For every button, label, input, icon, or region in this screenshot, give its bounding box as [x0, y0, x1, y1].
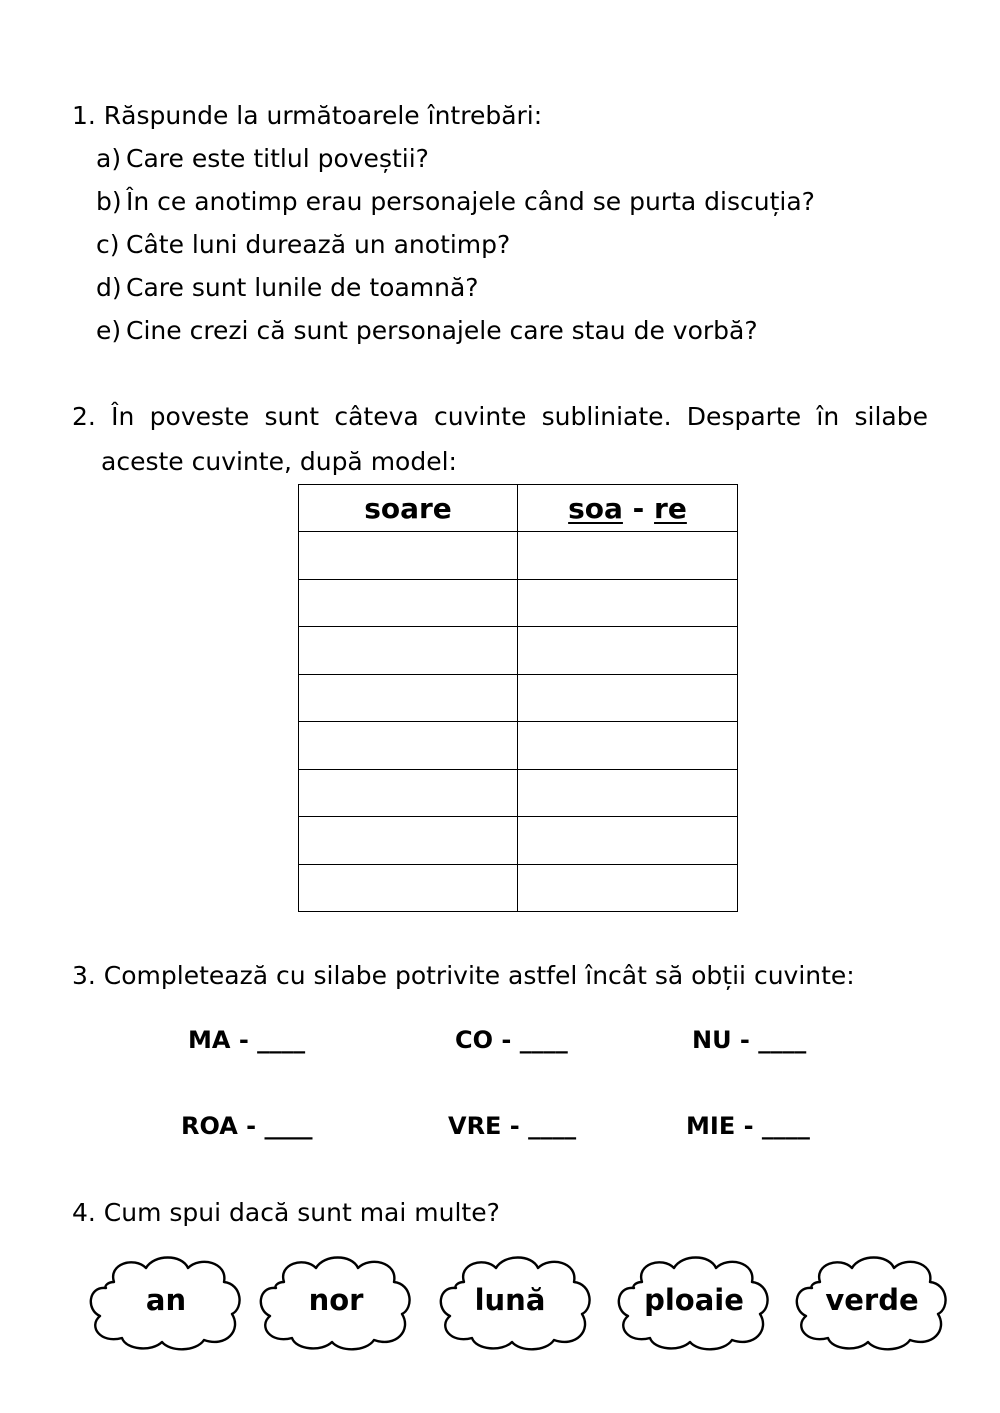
- question-text: În ce anotimp erau personajele când se purta discuția?: [126, 187, 815, 216]
- question-text: Care sunt lunile de toamnă?: [126, 273, 479, 302]
- cloud-luna: [436, 1252, 596, 1352]
- cloud-ploaie: [614, 1252, 774, 1352]
- table-row: [299, 627, 738, 674]
- question-label: c): [96, 230, 120, 259]
- cloud-nor: [256, 1252, 416, 1352]
- syllable-blank-roa[interactable]: ROA - ____: [181, 1112, 313, 1140]
- syllable-blank-vre[interactable]: VRE - ____: [448, 1112, 577, 1140]
- model-syllable-2: re: [654, 491, 687, 525]
- question-label: e): [96, 316, 122, 345]
- model-syllables-cell: [518, 485, 738, 532]
- word-input-cell[interactable]: [299, 532, 518, 579]
- table-row: [299, 769, 738, 816]
- word-input-cell[interactable]: [299, 722, 518, 769]
- table-row: [299, 674, 738, 721]
- table-row: [299, 864, 738, 912]
- question-b: [96, 187, 815, 217]
- cloud-word: ploaie: [644, 1283, 744, 1317]
- syllables-input-cell[interactable]: [518, 674, 738, 721]
- question-text: Care este titlul poveștii?: [126, 144, 429, 173]
- model-syllable-1: soa: [568, 491, 623, 525]
- exercise-1-title: 1. Răspunde la următoarele întrebări:: [72, 101, 543, 130]
- syllables-input-cell[interactable]: [518, 627, 738, 674]
- exercise-3-title: 3. Completează cu silabe potrivite astfel încât să obții cuvinte:: [72, 961, 855, 990]
- model-separator: -: [622, 491, 655, 525]
- question-d: [96, 273, 479, 303]
- word-input-cell[interactable]: [299, 579, 518, 626]
- table-row: [299, 579, 738, 626]
- table-row: [299, 722, 738, 769]
- syllable-table: [298, 484, 738, 912]
- cloud-word: verde: [825, 1283, 919, 1317]
- cloud-an: [86, 1252, 246, 1352]
- syllables-input-cell[interactable]: [518, 817, 738, 864]
- question-label: d): [96, 273, 122, 302]
- table-row: [299, 817, 738, 864]
- question-e: [96, 316, 758, 346]
- syllable-blank-co[interactable]: CO - ____: [455, 1026, 568, 1054]
- model-word-cell: [299, 485, 518, 532]
- question-text: Câte luni durează un anotimp?: [126, 230, 511, 259]
- exercise-4-title: 4. Cum spui dacă sunt mai multe?: [72, 1198, 500, 1227]
- cloud-word: an: [145, 1283, 187, 1317]
- syllables-input-cell[interactable]: [518, 769, 738, 816]
- table-header-row: [299, 485, 738, 532]
- exercise-2-line-2: aceste cuvinte, după model:: [101, 447, 457, 476]
- word-input-cell[interactable]: [299, 864, 518, 912]
- question-text: Cine crezi că sunt personajele care stau de vorbă?: [126, 316, 758, 345]
- question-label: b): [96, 187, 122, 216]
- word-input-cell[interactable]: [299, 769, 518, 816]
- cloud-word: lună: [474, 1283, 546, 1317]
- syllables-input-cell[interactable]: [518, 532, 738, 579]
- table-row: [299, 532, 738, 579]
- question-a: [96, 144, 429, 174]
- syllables-input-cell[interactable]: [518, 864, 738, 912]
- syllables-input-cell[interactable]: [518, 579, 738, 626]
- syllable-blank-nu[interactable]: NU - ____: [692, 1026, 807, 1054]
- word-input-cell[interactable]: [299, 627, 518, 674]
- model-word: soare: [364, 491, 452, 525]
- syllables-input-cell[interactable]: [518, 722, 738, 769]
- cloud-verde: [792, 1252, 952, 1352]
- question-label: a): [96, 144, 122, 173]
- cloud-word: nor: [308, 1283, 364, 1317]
- exercise-2-line-1: 2. În poveste sunt câteva cuvinte subliniate. Desparte în silabe: [72, 402, 928, 431]
- word-input-cell[interactable]: [299, 817, 518, 864]
- syllable-blank-ma[interactable]: MA - ____: [188, 1026, 306, 1054]
- word-input-cell[interactable]: [299, 674, 518, 721]
- question-c: [96, 230, 510, 260]
- syllable-blank-mie[interactable]: MIE - ____: [686, 1112, 810, 1140]
